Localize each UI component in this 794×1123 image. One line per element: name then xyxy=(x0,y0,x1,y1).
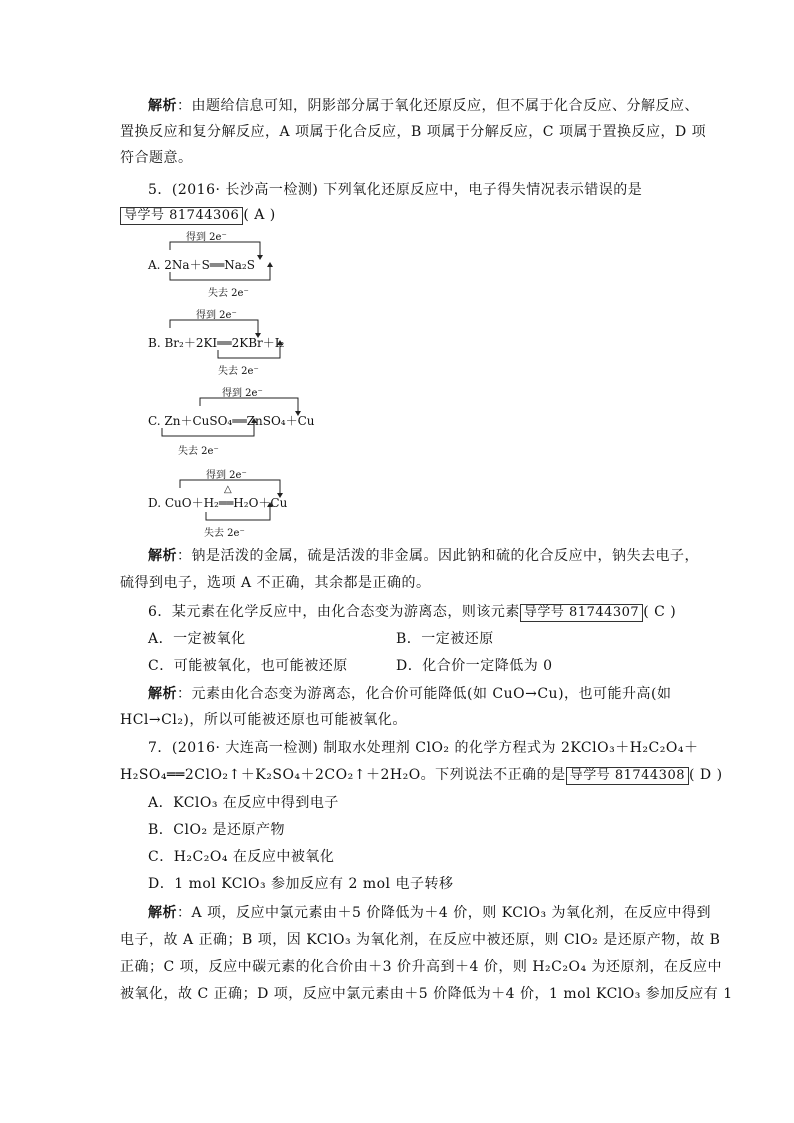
gain-electron-label: 得到 2e⁻ xyxy=(196,310,237,321)
explanation-q7-line3: 正确；C 项，反应中碳元素的化合价由＋3 价升高到＋4 价，则 H₂C₂O₄ 为还原剂，在反应中 xyxy=(120,959,723,975)
option-c: C．可能被氧化，也可能被还原 xyxy=(148,658,348,674)
explanation-q5-line1: 解析：钠是活泼的金属，硫是活泼的非金属。因此钠和硫的化合反应中，钠失去电子， xyxy=(148,548,699,564)
explanation-q7-line1: 解析：A 项，反应中氯元素由＋5 价降低为＋4 价，则 KClO₃ 为氧化剂，在反应中得到 xyxy=(148,905,712,921)
explanation-label: 解析 xyxy=(148,98,177,114)
answer-text: ( A ) xyxy=(243,207,276,223)
loss-electron-label: 失去 2e⁻ xyxy=(208,288,249,299)
diagram-option-a xyxy=(148,228,348,300)
option-d: D．1 mol KClO₃ 参加反应有 2 mol 电子转移 xyxy=(148,876,454,892)
explanation-label: 解析 xyxy=(148,686,177,702)
option-d: D．化合价一定降低为 0 xyxy=(396,658,553,674)
explanation-q7-line2: 电子，故 A 正确；B 项，因 KClO₃ 为氧化剂，在反应中被还原，则 ClO₂ 是还原产物，故 B xyxy=(120,932,721,948)
option-b: B．一定被还原 xyxy=(396,631,494,647)
diagram-option-d xyxy=(148,464,388,542)
question-5-stem: 5．(2016· 长沙高一检测) 下列氧化还原反应中，电子得失情况表示错误的是 xyxy=(148,182,643,198)
explanation-q4-line2: 置换反应和复分解反应，A 项属于化合反应，B 项属于分解反应，C 项属于置换反应，D 项 xyxy=(120,124,707,140)
loss-electron-label: 失去 2e⁻ xyxy=(218,366,259,377)
guide-code-box: 导学号 81744307 xyxy=(520,604,643,622)
guide-code-box: 导学号 81744308 xyxy=(566,767,689,785)
gain-electron-label: 得到 2e⁻ xyxy=(186,232,227,243)
question-6-stem: 6．某元素在化学反应中，由化合态变为游离态，则该元素 导学号 81744307 ( C ) xyxy=(148,604,677,620)
equation-c: C. Zn＋CuSO₄══ZnSO₄＋Cu xyxy=(148,414,315,428)
equation-b: B. Br₂＋2KI══2KBr＋I₂ xyxy=(148,336,285,350)
question-7-stem-line2: H₂SO₄══2ClO₂↑＋K₂SO₄＋2CO₂↑＋2H₂O。下列说法不正确的是 导学号 81744308 ( D ) xyxy=(120,767,723,783)
q6-options-row1 xyxy=(148,629,246,649)
gain-electron-label: 得到 2e⁻ xyxy=(206,470,247,481)
explanation-q6-line2: HCl→Cl₂)，所以可能被还原也可能被氧化。 xyxy=(120,712,407,728)
explanation-q4-line1: 解析：由题给信息可知，阴影部分属于氧化还原反应，但不属于化合反应、分解反应、 xyxy=(148,98,699,114)
answer-text: ( C ) xyxy=(643,604,677,620)
explanation-label: 解析 xyxy=(148,548,177,564)
heat-condition-icon: △ xyxy=(224,484,232,495)
explanation-q7-line4: 被氧化，故 C 正确；D 项，反应中氯元素由＋5 价降低为＋4 价，1 mol KClO₃ 参加反应有 1 xyxy=(120,986,733,1002)
question-5-code-line xyxy=(120,205,276,225)
explanation-q4-line3: 符合题意。 xyxy=(120,150,193,166)
explanation-q6-line1: 解析：元素由化合态变为游离态，化合价可能降低(如 CuO→Cu)，也可能升高(如 xyxy=(148,686,672,702)
option-a: A．KClO₃ 在反应中得到电子 xyxy=(148,795,339,811)
option-c: C．H₂C₂O₄ 在反应中被氧化 xyxy=(148,849,335,865)
option-a: A．一定被氧化 xyxy=(148,631,246,647)
gain-electron-label: 得到 2e⁻ xyxy=(222,388,263,399)
loss-electron-label: 失去 2e⁻ xyxy=(178,446,219,457)
equation-d: D. CuO＋H₂══H₂O＋Cu xyxy=(148,496,288,510)
equation-a: A. 2Na＋S══Na₂S xyxy=(148,258,255,272)
explanation-q5-line2: 硫得到电子，选项 A 不正确，其余都是正确的。 xyxy=(120,575,431,591)
answer-text: ( D ) xyxy=(689,767,723,783)
option-b: B．ClO₂ 是还原产物 xyxy=(148,822,286,838)
diagram-option-c xyxy=(148,384,388,458)
guide-code-box: 导学号 81744306 xyxy=(120,207,243,225)
explanation-label: 解析 xyxy=(148,905,177,921)
diagram-option-b xyxy=(148,306,368,378)
question-7-stem-line1: 7．(2016· 大连高一检测) 制取水处理剂 ClO₂ 的化学方程式为 2KClO₃＋H₂C₂O₄＋ xyxy=(148,740,699,756)
loss-electron-label: 失去 2e⁻ xyxy=(204,528,245,539)
